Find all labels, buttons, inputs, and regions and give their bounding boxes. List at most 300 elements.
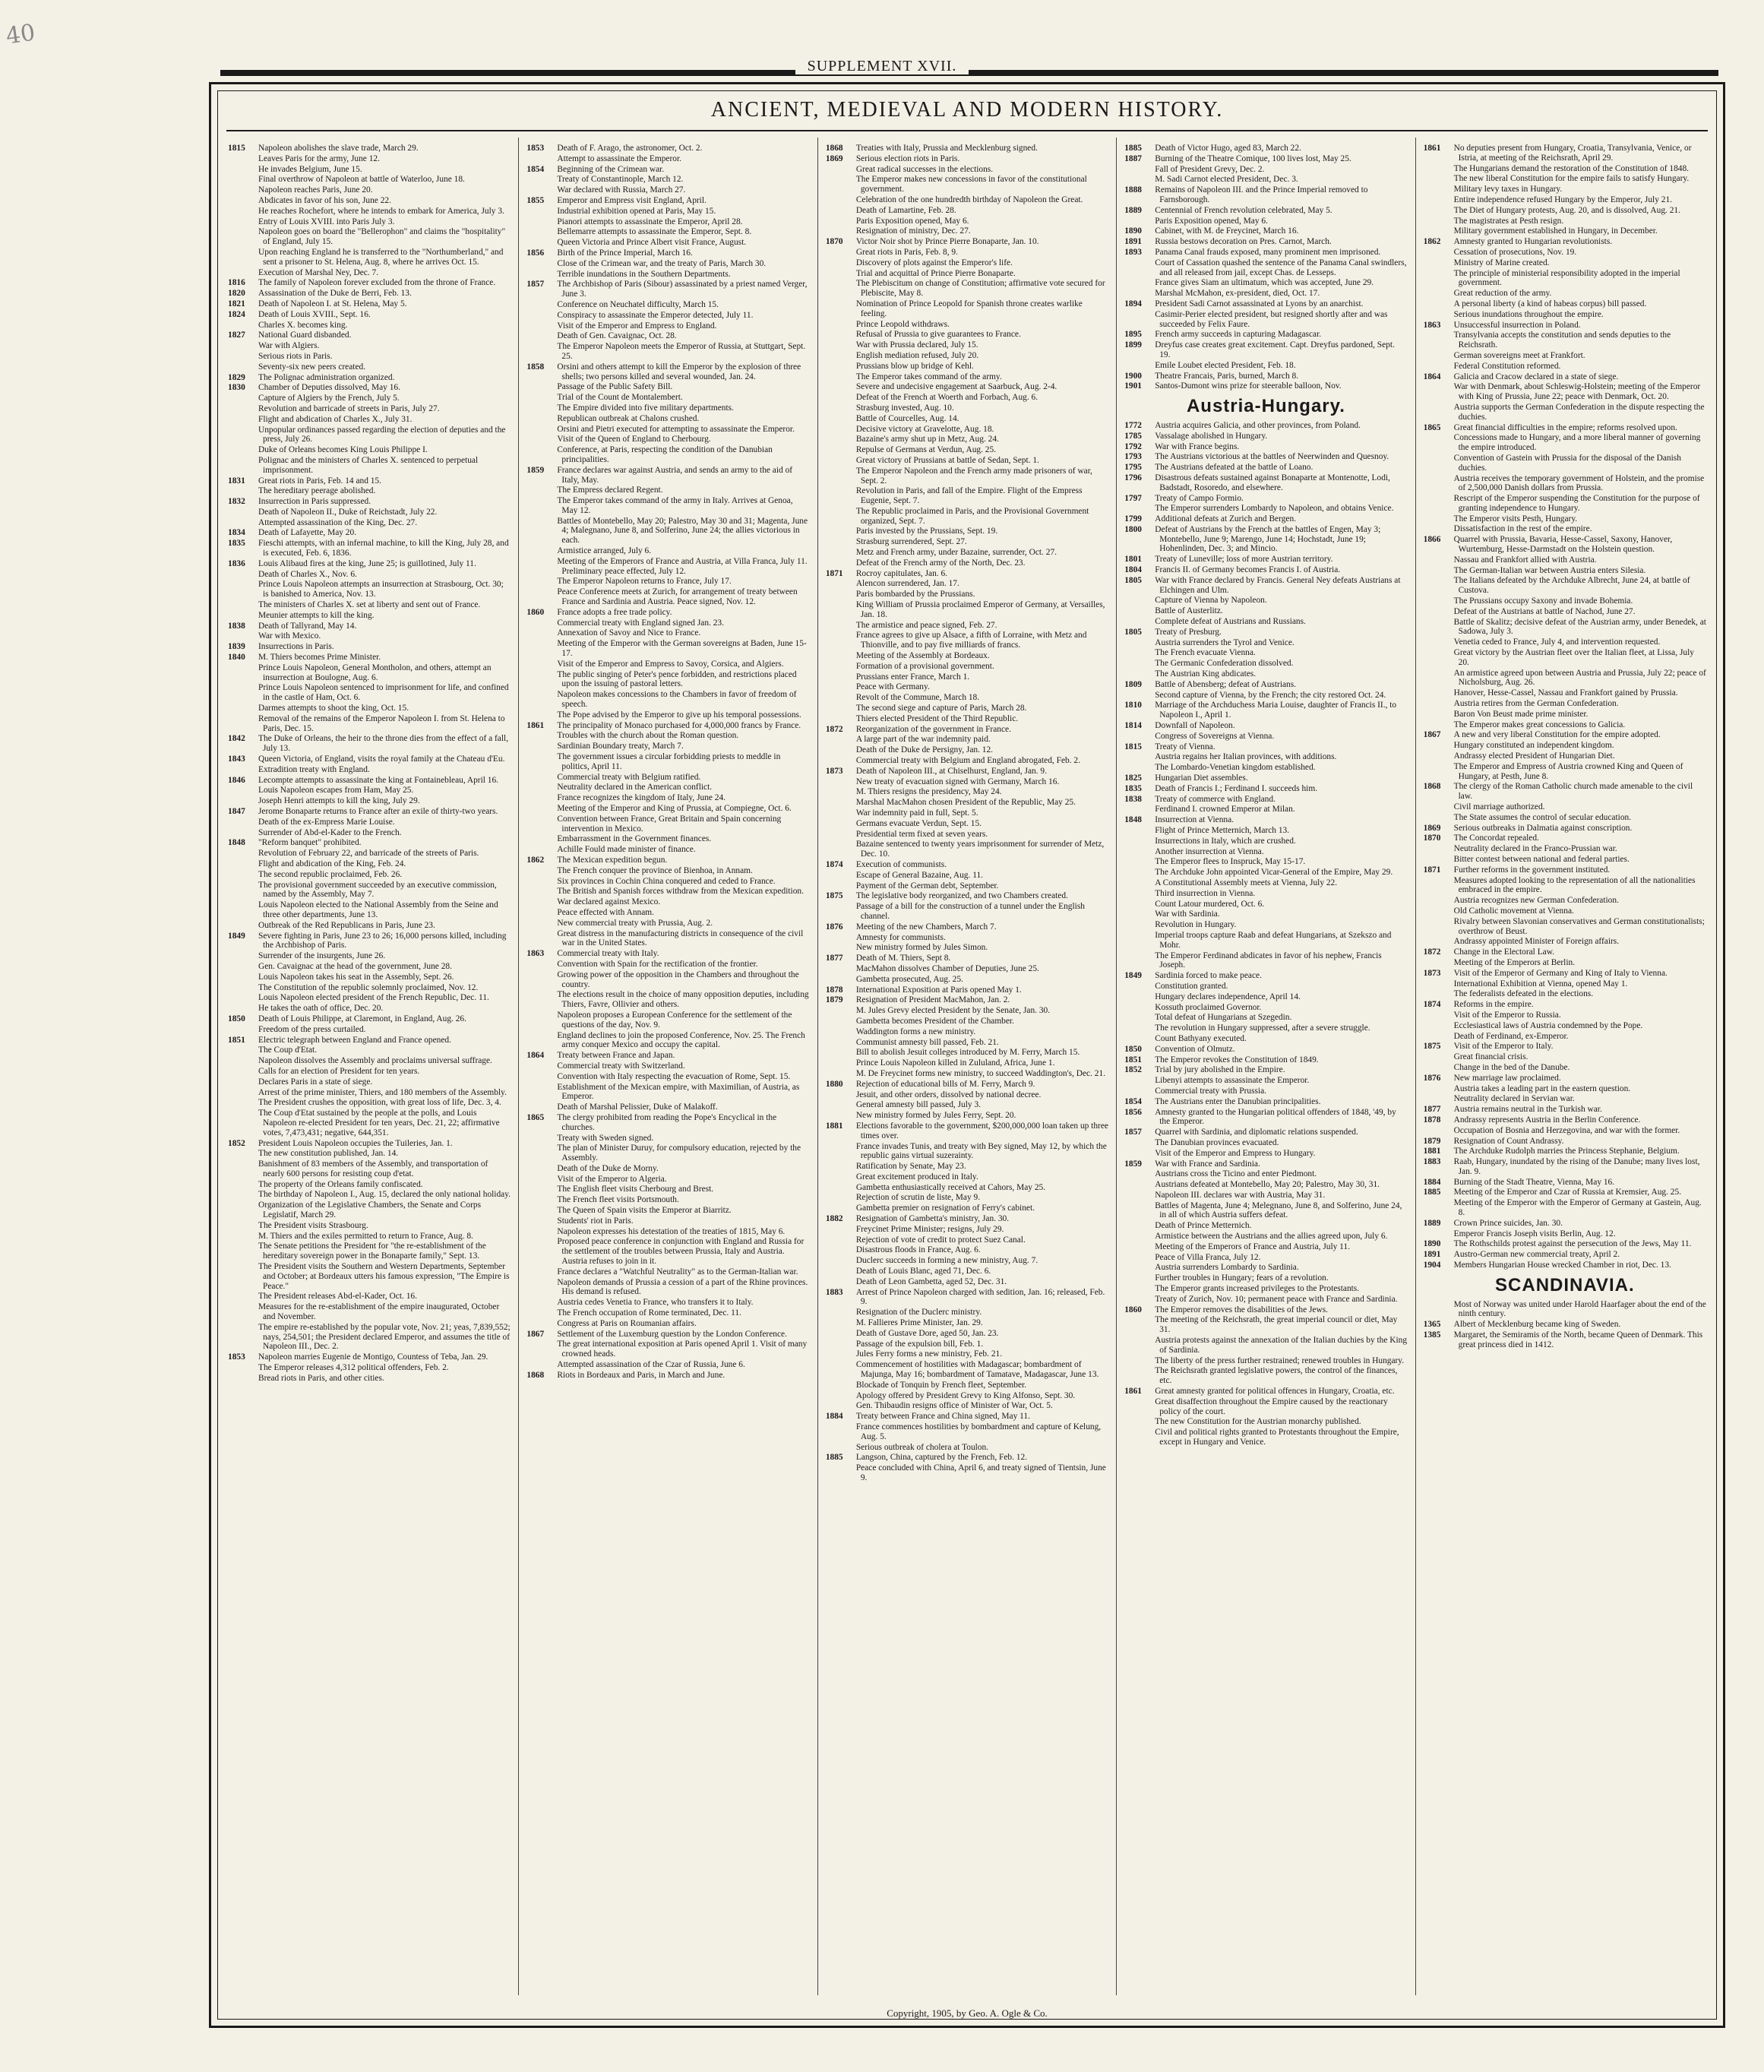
timeline-entry: [228, 404, 511, 414]
entry-text: Death of Louis XVIII., Sept. 16.: [258, 309, 371, 319]
timeline-entry: [228, 786, 511, 796]
entry-year: [1424, 917, 1454, 937]
timeline-entry: [228, 951, 511, 961]
entry-text: France declares war against Austria, and sends an army to the aid of Italy, May.: [557, 465, 793, 485]
timeline-entry: [1124, 217, 1407, 226]
timeline-entry: [1424, 206, 1706, 216]
entry-year: [1424, 813, 1454, 823]
timeline-entry: [526, 557, 809, 577]
entry-text: Visit of the Emperor to Italy.: [1453, 1042, 1554, 1052]
entry-year: [826, 933, 856, 943]
entry-text: Flight of Prince Metternich, March 13.: [1155, 826, 1290, 835]
entry-year: [826, 1193, 856, 1203]
timeline-entry: [1124, 494, 1407, 504]
entry-year: [228, 268, 258, 278]
entry-text: Gen. Cavaignac at the head of the government, June 28.: [258, 961, 452, 971]
entry-text: Final overthrow of Napoleon at battle of Waterloo, June 18.: [258, 175, 465, 185]
entry-year: 1865: [1423, 422, 1441, 432]
entry-text: Convention between France, Great Britain and Spain concerning intervention in Mexico.: [557, 814, 782, 834]
entry-year: [826, 217, 856, 226]
entry-year: [1424, 206, 1454, 216]
entry-year: [228, 1262, 258, 1291]
entry-text: Passage of the Public Safety Bill.: [557, 382, 673, 392]
timeline-entry: [526, 856, 809, 865]
entry-year: [1424, 514, 1454, 524]
entry-text: The State assumes the control of secular education.: [1453, 812, 1632, 822]
entry-text: Defeat of the French at Woerth and Forbach, Aug. 6.: [855, 393, 1038, 403]
entry-text: Change in the bed of the Danube.: [1453, 1062, 1570, 1072]
entry-year: [826, 819, 856, 829]
timeline-entry: [1424, 1052, 1706, 1062]
entry-year: 1800: [1124, 524, 1142, 534]
entry-text: Austria remains neutral in the Turkish war.: [1453, 1105, 1602, 1115]
timeline-entry: [1124, 1087, 1407, 1096]
timeline-entry: [526, 185, 809, 195]
entry-year: [526, 834, 557, 844]
entry-year: [1424, 433, 1454, 453]
entry-text: The Reichsrath granted legislative powers, the control of the finances, etc.: [1155, 1366, 1398, 1386]
entry-text: Conference, at Paris, respecting the condition of the Danubian principalities.: [557, 445, 773, 464]
timeline-entry: [228, 631, 511, 641]
entry-text: The Emperor makes new concessions in favor of the constitutional government.: [855, 175, 1087, 195]
entry-year: [826, 1256, 856, 1266]
entry-text: The armistice and peace signed, Feb. 27.: [855, 620, 997, 630]
entry-year: [1424, 362, 1454, 372]
entry-year: [526, 1175, 557, 1185]
timeline-entry: [1424, 524, 1706, 534]
timeline-entry: [1124, 701, 1407, 720]
entry-text: Orsini and Pietri executed for attempting to assassinate the Emperor.: [557, 424, 795, 434]
entry-text: Resignation of ministry, Dec. 27.: [855, 226, 971, 236]
entry-year: [526, 845, 557, 855]
timeline-entry: [1124, 1336, 1407, 1355]
entry-year: [1424, 566, 1454, 576]
entry-year: [1124, 1428, 1155, 1447]
entry-year: [228, 704, 258, 713]
timeline-entry: [526, 1072, 809, 1082]
timeline-entry: [228, 165, 511, 175]
timeline-entry: [228, 528, 511, 538]
entry-year: [826, 1162, 856, 1172]
entry-year: 1880: [825, 1079, 843, 1089]
entry-year: [1424, 1094, 1454, 1104]
entry-year: [1124, 847, 1155, 857]
entry-text: War with France and Sardinia.: [1155, 1159, 1260, 1169]
entry-text: Bazaine's army shut up in Metz, Aug. 24.: [855, 435, 999, 444]
timeline-entry: [1124, 514, 1407, 524]
timeline-entry: [1424, 1074, 1706, 1083]
timeline-entry: [1424, 1094, 1706, 1104]
entry-year: [526, 1227, 557, 1237]
entry-text: Gambetta premier on resignation of Ferry's cabinet.: [855, 1204, 1035, 1213]
entry-text: Civil marriage authorized.: [1453, 802, 1545, 811]
entry-text: Celebration of the one hundredth birthday of Napoleon the Great.: [855, 195, 1083, 204]
entry-text: Commercial treaty with England signed Jan. 23.: [557, 618, 724, 628]
timeline-entry: [1124, 165, 1407, 175]
timeline-entry: [1124, 752, 1407, 762]
entry-year: 1854: [526, 164, 545, 174]
entry-year: 1873: [1423, 968, 1441, 978]
entry-year: [1424, 669, 1454, 688]
entry-text: Proposed peace conference in conjunction with England and Russia for the settlement of the troubles between Prussia, Italy and Austria. Austria refuses to join in it.: [557, 1237, 805, 1267]
entry-text: A new and very liberal Constitution for the empire adopted.: [1453, 730, 1661, 740]
entry-text: Joseph Henri attempts to kill the king, July 29.: [258, 796, 420, 806]
entry-year: [826, 1142, 856, 1162]
timeline-entry: [826, 579, 1108, 589]
entry-year: [826, 403, 856, 413]
entry-text: Nomination of Prince Leopold for Spanish throne creates warlike feeling.: [855, 299, 1083, 318]
entry-year: [526, 670, 557, 690]
entry-year: [526, 1195, 557, 1205]
entry-text: Duclerc succeeds in forming a new ministry, Aug. 7.: [855, 1256, 1038, 1266]
timeline-entry: [826, 382, 1108, 392]
entry-year: [826, 486, 856, 506]
entry-year: [826, 1183, 856, 1193]
entry-year: [526, 690, 557, 710]
entry-year: [1124, 732, 1155, 742]
timeline-entry: [826, 1245, 1108, 1255]
entry-text: Dissatisfaction in the rest of the empire.: [1453, 524, 1592, 534]
timeline-entry: [228, 1109, 511, 1137]
entry-text: Defeat of the Austrians at battle of Nachod, June 27.: [1453, 606, 1636, 616]
entry-text: Austria regains her Italian provinces, with additions.: [1155, 752, 1337, 762]
entry-text: Emperor and Empress visit England, April.: [557, 195, 707, 205]
entry-year: 1820: [228, 289, 245, 299]
timeline-entry: [1124, 340, 1407, 360]
entry-text: Treaty with Sweden signed.: [557, 1133, 654, 1143]
timeline-entry: [826, 1183, 1108, 1193]
entry-text: Austria surrenders Lombardy to Sardinia.: [1155, 1263, 1299, 1273]
entry-text: The Republic proclaimed in Paris, and the Provisional Government organized, Sept. 7.: [855, 506, 1089, 526]
timeline-entry: [1124, 878, 1407, 888]
entry-year: [228, 600, 258, 610]
timeline-entry: [826, 1048, 1108, 1058]
entry-text: Second capture of Vienna, by the French; the city restored Oct. 24.: [1155, 690, 1386, 700]
timeline-entry: [228, 299, 511, 309]
entry-year: [1124, 648, 1155, 658]
entry-year: [228, 1004, 258, 1014]
entry-text: Banishment of 83 members of the Assembly, and transportation of nearly 600 persons for resisting coup d'etat.: [258, 1159, 488, 1178]
entry-text: Resignation of President MacMahon, Jan. 2.: [855, 995, 1010, 1005]
entry-text: Rivalry between Slavonian conservatives and German constitutionalists; overthrow of Beust.: [1453, 916, 1705, 936]
timeline-entry: [826, 954, 1108, 963]
entry-text: Arrest of the prime minister, Thiers, and 180 members of the Assembly.: [258, 1087, 507, 1097]
entry-text: Death of Leon Gambetta, aged 52, Dec. 31.: [855, 1276, 1007, 1286]
timeline-entry: [228, 754, 511, 764]
timeline-entry: [1424, 226, 1706, 236]
entry-text: Republican outbreak at Chalons crushed.: [557, 413, 700, 423]
timeline-entry: [1124, 432, 1407, 441]
entry-year: 1893: [1124, 247, 1142, 257]
timeline-entry: [526, 897, 809, 907]
entry-text: The Emperor removes the disabilities of the Jews.: [1155, 1305, 1328, 1314]
timeline-entry: [826, 621, 1108, 631]
timeline-entry: [1424, 947, 1706, 957]
page-title: ANCIENT, MEDIEVAL AND MODERN HISTORY.: [710, 98, 1224, 122]
entry-year: [826, 1318, 856, 1328]
entry-text: Visit of the Emperor and Empress to Savoy, Corsica, and Algiers.: [557, 659, 784, 669]
entry-year: [1424, 576, 1454, 596]
timeline-entry: [526, 990, 809, 1010]
entry-text: Visit of the Emperor and Empress to Hungary.: [1155, 1148, 1316, 1158]
entry-text: Death of Napoleon II., Duke of Reichstadt, July 22.: [258, 507, 438, 517]
entry-text: Gambetta prosecuted, Aug. 25.: [855, 974, 963, 984]
entry-text: The clergy of the Roman Catholic church made amenable to the civil law.: [1453, 782, 1693, 802]
timeline-entry: [228, 807, 511, 817]
timeline-entry: [1424, 1300, 1706, 1320]
entry-text: Convention with Italy respecting the evacuation of Rome, Sept. 15.: [557, 1071, 791, 1081]
timeline-entry: [1124, 1273, 1407, 1283]
entry-text: The Emperor surrenders Lombardy to Napoleon, and obtains Venice.: [1155, 504, 1394, 514]
timeline-entry: [1424, 258, 1706, 268]
entry-text: Reforms in the empire.: [1453, 1000, 1534, 1010]
entry-text: The property of the Orleans family confiscated.: [258, 1179, 423, 1189]
entry-year: [228, 818, 258, 827]
entry-year: 1805: [1124, 575, 1142, 585]
timeline-entry: [826, 725, 1108, 735]
timeline-entry: [826, 840, 1108, 859]
entry-text: Raab, Hungary, inundated by the rising of the Danube; many lives lost, Jan. 9.: [1453, 1157, 1700, 1176]
timeline-entry: [228, 796, 511, 806]
entry-text: Treaty of commerce with England.: [1155, 794, 1276, 804]
entry-year: [228, 1180, 258, 1190]
entry-year: 1839: [228, 642, 245, 652]
entry-year: [826, 964, 856, 974]
entry-text: Emperor Francis Joseph visits Berlin, Aug. 12.: [1453, 1229, 1616, 1238]
timeline-entry: [1124, 372, 1407, 381]
entry-year: 1848: [228, 838, 245, 848]
entry-text: Quarrel with Sardinia, and diplomatic relations suspended.: [1155, 1128, 1358, 1137]
entry-year: 1801: [1124, 555, 1142, 565]
entry-year: [526, 1061, 557, 1071]
timeline-entry: [1424, 1261, 1706, 1270]
entry-text: Prince Louis Napoleon attempts an insurrection at Strasbourg, Oct. 30; is banished to America, Nov. 13.: [258, 580, 504, 599]
timeline-entry: [526, 196, 809, 206]
entry-text: Reorganization of the government in France.: [855, 724, 1011, 734]
entry-text: The Austrians defeated at the battle of Loano.: [1155, 463, 1314, 473]
entry-year: 1843: [228, 754, 245, 764]
entry-year: [1424, 310, 1454, 320]
timeline-entry: [826, 672, 1108, 682]
entry-text: The Coup d'Etat sustained by the people at the polls, and Louis Napoleon re-elected President for ten years, Dec. 21, 22; affirmative votes, 7,473,431; negative, 644,351.: [258, 1109, 500, 1137]
timeline-entry: [228, 310, 511, 320]
timeline-entry: [1124, 504, 1407, 514]
timeline-entry: [1424, 321, 1706, 331]
entry-year: [826, 704, 856, 713]
entry-text: Hungary constituted an independent kingdom.: [1453, 741, 1614, 751]
timeline-entry: [228, 580, 511, 599]
entry-text: The Archbishop of Paris (Sibour) assassinated by a priest named Verger, June 3.: [557, 280, 808, 299]
timeline-entry: [526, 960, 809, 970]
timeline-entry: [526, 1102, 809, 1112]
timeline-entry: [526, 1134, 809, 1144]
timeline-entry: [1124, 452, 1407, 462]
entry-text: Neutrality declared in the American conflict.: [557, 783, 713, 792]
entry-text: Death of Lamartine, Feb. 28.: [855, 205, 956, 215]
entry-text: Attempted assassination of the King, Dec. 27.: [258, 517, 418, 527]
timeline-entry: [826, 467, 1108, 486]
entry-text: The great international exposition at Paris opened April 1. Visit of many crowned heads.: [557, 1340, 808, 1359]
entry-text: Riots in Bordeaux and Paris, in March and June.: [557, 1370, 726, 1380]
timeline-entry: [1424, 876, 1706, 896]
entry-year: [826, 621, 856, 631]
timeline-entry: [1124, 175, 1407, 185]
timeline-entry: [1124, 1417, 1407, 1427]
entry-year: [228, 683, 258, 703]
entry-year: [526, 929, 557, 949]
timeline-entry: [526, 154, 809, 164]
entry-year: [526, 185, 557, 195]
entry-year: [826, 1225, 856, 1235]
timeline-entry: [526, 1031, 809, 1051]
timeline-entry: [1424, 618, 1706, 637]
entry-text: Trial of the Count de Montalembert.: [557, 393, 683, 403]
entry-year: [526, 1134, 557, 1144]
entry-year: [228, 456, 258, 476]
entry-year: [826, 351, 856, 361]
entry-year: 1853: [228, 1352, 245, 1362]
entry-text: Queen Victoria and Prince Albert visit France, August.: [557, 238, 747, 248]
entry-text: Great disaffection throughout the Empire caused by the reactionary policy of the court.: [1155, 1397, 1388, 1416]
entry-text: Great excitement produced in Italy.: [855, 1172, 978, 1182]
entry-text: M. Thiers resigns the presidency, May 24.: [855, 787, 1002, 797]
entry-year: 1888: [1124, 185, 1142, 195]
entry-year: [228, 570, 258, 580]
entry-text: The President releases Abd-el-Kader, Oct. 16.: [258, 1292, 417, 1302]
timeline-entry: [1124, 361, 1407, 371]
timeline-entry: [1124, 1305, 1407, 1315]
timeline-entry: [526, 710, 809, 720]
timeline-entry: [1124, 289, 1407, 299]
entry-text: Treaty between France and China signed, May 11.: [855, 1412, 1030, 1422]
entry-year: [1424, 648, 1454, 668]
timeline-entry: [526, 919, 809, 928]
entry-year: 1860: [526, 607, 545, 617]
entry-text: Margaret, the Semiramis of the North, became Queen of Denmark. This great princess died in 1412.: [1453, 1330, 1703, 1349]
entry-year: [526, 207, 557, 217]
entry-year: [228, 227, 258, 247]
entry-year: [826, 362, 856, 372]
entry-year: [228, 1159, 258, 1179]
entry-year: [526, 414, 557, 424]
timeline-entry: [1424, 217, 1706, 226]
timeline-entry: [826, 881, 1108, 891]
entry-text: The Constitution of the republic solemnly proclaimed, Nov. 12.: [258, 982, 479, 992]
timeline-entry: [1424, 1320, 1706, 1330]
entry-text: MacMahon dissolves Chamber of Deputies, June 25.: [855, 963, 1039, 973]
timeline-entry: [526, 690, 809, 710]
entry-text: Meeting of the Assembly at Bordeaux.: [855, 651, 990, 661]
entry-text: Growing power of the opposition in the Chambers and throughout the country.: [557, 970, 799, 989]
section-heading: Austria-Hungary.: [1186, 396, 1345, 417]
entry-text: Disastrous defeats sustained against Bonaparte at Montenotte, Lodi, Badstadt, Rosoredo, and elsewhere.: [1155, 473, 1390, 492]
entry-text: Andrassy elected President of Hungarian Diet.: [1453, 751, 1615, 761]
entry-year: [526, 731, 557, 741]
entry-year: [826, 435, 856, 444]
timeline-entry: [826, 269, 1108, 279]
entry-year: [1424, 937, 1454, 947]
entry-year: [526, 331, 557, 341]
entry-text: Entire independence refused Hungary by the Emperor, July 21.: [1453, 195, 1673, 204]
timeline-entry: [228, 352, 511, 362]
timeline-entry: [1424, 372, 1706, 382]
entry-text: A personal liberty (a kind of habeas corpus) bill passed.: [1453, 299, 1647, 308]
entry-year: [526, 1164, 557, 1174]
timeline-entry: [526, 1298, 809, 1308]
entry-year: [1124, 1315, 1155, 1335]
entry-text: Great amnesty granted for political offences in Hungary, Croatia, etc.: [1155, 1387, 1395, 1397]
entry-text: Paris invested by the Prussians, Sept. 19.: [855, 527, 998, 536]
entry-text: Charles X. becomes king.: [258, 320, 348, 330]
entry-year: [1424, 174, 1454, 184]
entry-text: Sardinian Boundary treaty, March 7.: [557, 742, 684, 751]
timeline-entry: [228, 476, 511, 486]
entry-text: Marshal MacMahon chosen President of the Republic, May 25.: [855, 798, 1076, 808]
entry-year: [526, 1102, 557, 1112]
entry-text: The magistrates at Pesth resign.: [1453, 216, 1564, 226]
entry-year: [228, 154, 258, 164]
timeline-entry: [826, 1401, 1108, 1411]
entry-text: Great riots in Paris, Feb. 14 and 15.: [258, 476, 381, 486]
entry-year: [526, 783, 557, 792]
timeline-entry: [228, 425, 511, 445]
timeline-entry: [826, 787, 1108, 797]
entry-year: [1424, 699, 1454, 709]
timeline-entry: [1124, 1387, 1407, 1397]
entry-text: Attempt to assassinate the Emperor.: [557, 153, 681, 163]
timeline-entry: [826, 206, 1108, 216]
entry-year: 1875: [825, 891, 843, 901]
entry-year: [826, 1069, 856, 1079]
entry-year: [228, 508, 258, 517]
timeline-entry: [1124, 826, 1407, 836]
timeline-entry: [1124, 742, 1407, 752]
entry-text: Court of Cassation quashed the sentence of the Panama Canal swindlers, and all released from jail, except Chas. de Lesseps.: [1155, 258, 1407, 277]
timeline-entry: [1424, 637, 1706, 647]
entry-text: Visit of the Queen of England to Cherbourg.: [557, 435, 711, 444]
timeline-entry: [526, 227, 809, 237]
timeline-entry: [526, 1164, 809, 1174]
entry-text: Napoleon reaches Paris, June 20.: [258, 185, 373, 195]
entry-text: Marriage of the Archduchess Maria Louise, daughter of Francis II., to Napoleon I., April 1.: [1155, 701, 1397, 720]
entry-year: 1816: [228, 278, 245, 288]
entry-text: Death of Gen. Cavaignac, Oct. 28.: [557, 331, 677, 341]
entry-year: [526, 425, 557, 435]
entry-text: Battles of Magenta, June 4; Melegnano, June 8, and Solferino, June 24, in all of which Austria suffers defeat.: [1155, 1200, 1402, 1220]
entry-year: [228, 663, 258, 683]
entry-year: [228, 951, 258, 961]
entry-year: [1424, 1021, 1454, 1031]
timeline-entry: [526, 496, 809, 516]
timeline-entry: [526, 393, 809, 403]
entry-year: 1864: [1423, 372, 1441, 381]
entry-year: [1124, 1356, 1155, 1366]
entry-text: The family of Napoleon forever excluded from the throne of France.: [258, 278, 496, 288]
entry-year: 1884: [825, 1412, 843, 1422]
entry-year: [526, 300, 557, 310]
timeline-entry: [1124, 1232, 1407, 1242]
entry-year: 1852: [1124, 1065, 1142, 1075]
entry-text: War declared against Mexico.: [557, 897, 661, 907]
entry-year: [228, 1025, 258, 1035]
timeline-entry: [1124, 795, 1407, 805]
entry-text: Marshal McMahon, ex-president, died, Oct. 17.: [1155, 289, 1320, 299]
entry-text: Prince Louis Napoleon, General Montholon, and others, attempt an insurrection at Boulogne, Aug. 6.: [258, 663, 492, 682]
entry-year: [228, 1056, 258, 1066]
entry-text: Rescript of the Emperor suspending the Constitution for the purpose of granting independence to Hungary.: [1453, 494, 1700, 513]
entry-text: Severe and undecisive engagement at Saarbuck, Aug. 2-4.: [855, 382, 1057, 392]
entry-year: 1873: [825, 766, 843, 776]
